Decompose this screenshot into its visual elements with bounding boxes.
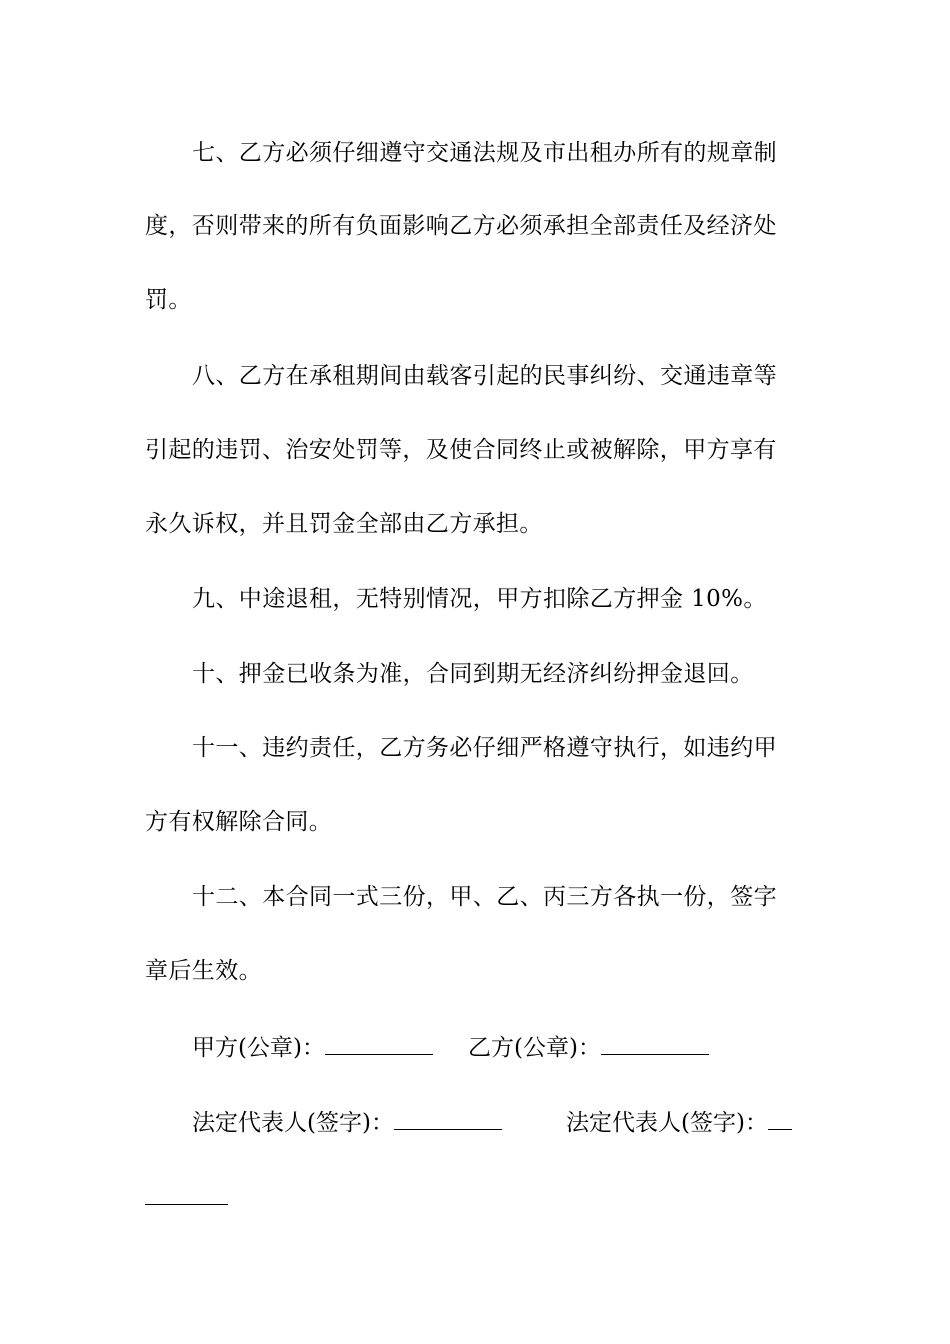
- clause-10-line-1: 十、押金已收条为准，合同到期无经济纠纷押金退回。: [192, 661, 754, 687]
- clause-7-line-2: 度，否则带来的所有负面影响乙方必须承担全部责任及经济处: [145, 213, 777, 239]
- clause-11-line-1: 十一、违约责任，乙方务必仔细严格遵守执行，如违约甲: [192, 735, 777, 761]
- party-a-seal-row: [192, 1032, 433, 1063]
- party-b-rep-blank-continued[interactable]: [145, 1204, 228, 1205]
- clause-9-line-1: 九、中途退租，无特别情况，甲方扣除乙方押金 10%。: [192, 586, 767, 612]
- party-a-seal-label: 甲方(公章)：: [192, 1035, 325, 1061]
- clause-8-line-1: 八、乙方在承租期间由载客引起的民事纠纷、交通违章等: [192, 363, 777, 389]
- party-b-seal-row: [468, 1032, 709, 1063]
- party-b-rep-blank-start[interactable]: [768, 1107, 792, 1130]
- clause-7-line-1: 七、乙方必须仔细遵守交通法规及市出租办所有的规章制: [192, 140, 777, 166]
- party-b-rep-label: 法定代表人(签字)：: [566, 1110, 768, 1136]
- party-a-rep-blank[interactable]: [394, 1107, 502, 1130]
- clause-12-line-2: 章后生效。: [145, 958, 262, 984]
- party-a-seal-blank[interactable]: [325, 1032, 433, 1055]
- party-b-seal-blank[interactable]: [601, 1032, 709, 1055]
- party-a-rep-row: [192, 1107, 502, 1138]
- clause-12-line-1: 十二、本合同一式三份，甲、乙、丙三方各执一份，签字: [192, 884, 777, 910]
- clause-7-line-3: 罚。: [145, 287, 192, 313]
- clause-8-line-2: 引起的违罚、治安处罚等，及使合同终止或被解除，甲方享有: [145, 437, 777, 463]
- party-a-rep-label: 法定代表人(签字)：: [192, 1110, 394, 1136]
- party-b-seal-label: 乙方(公章)：: [468, 1035, 601, 1061]
- party-b-rep-row: [566, 1107, 792, 1138]
- clause-8-line-3: 永久诉权，并且罚金全部由乙方承担。: [145, 511, 543, 537]
- clause-11-line-2: 方有权解除合同。: [145, 809, 333, 835]
